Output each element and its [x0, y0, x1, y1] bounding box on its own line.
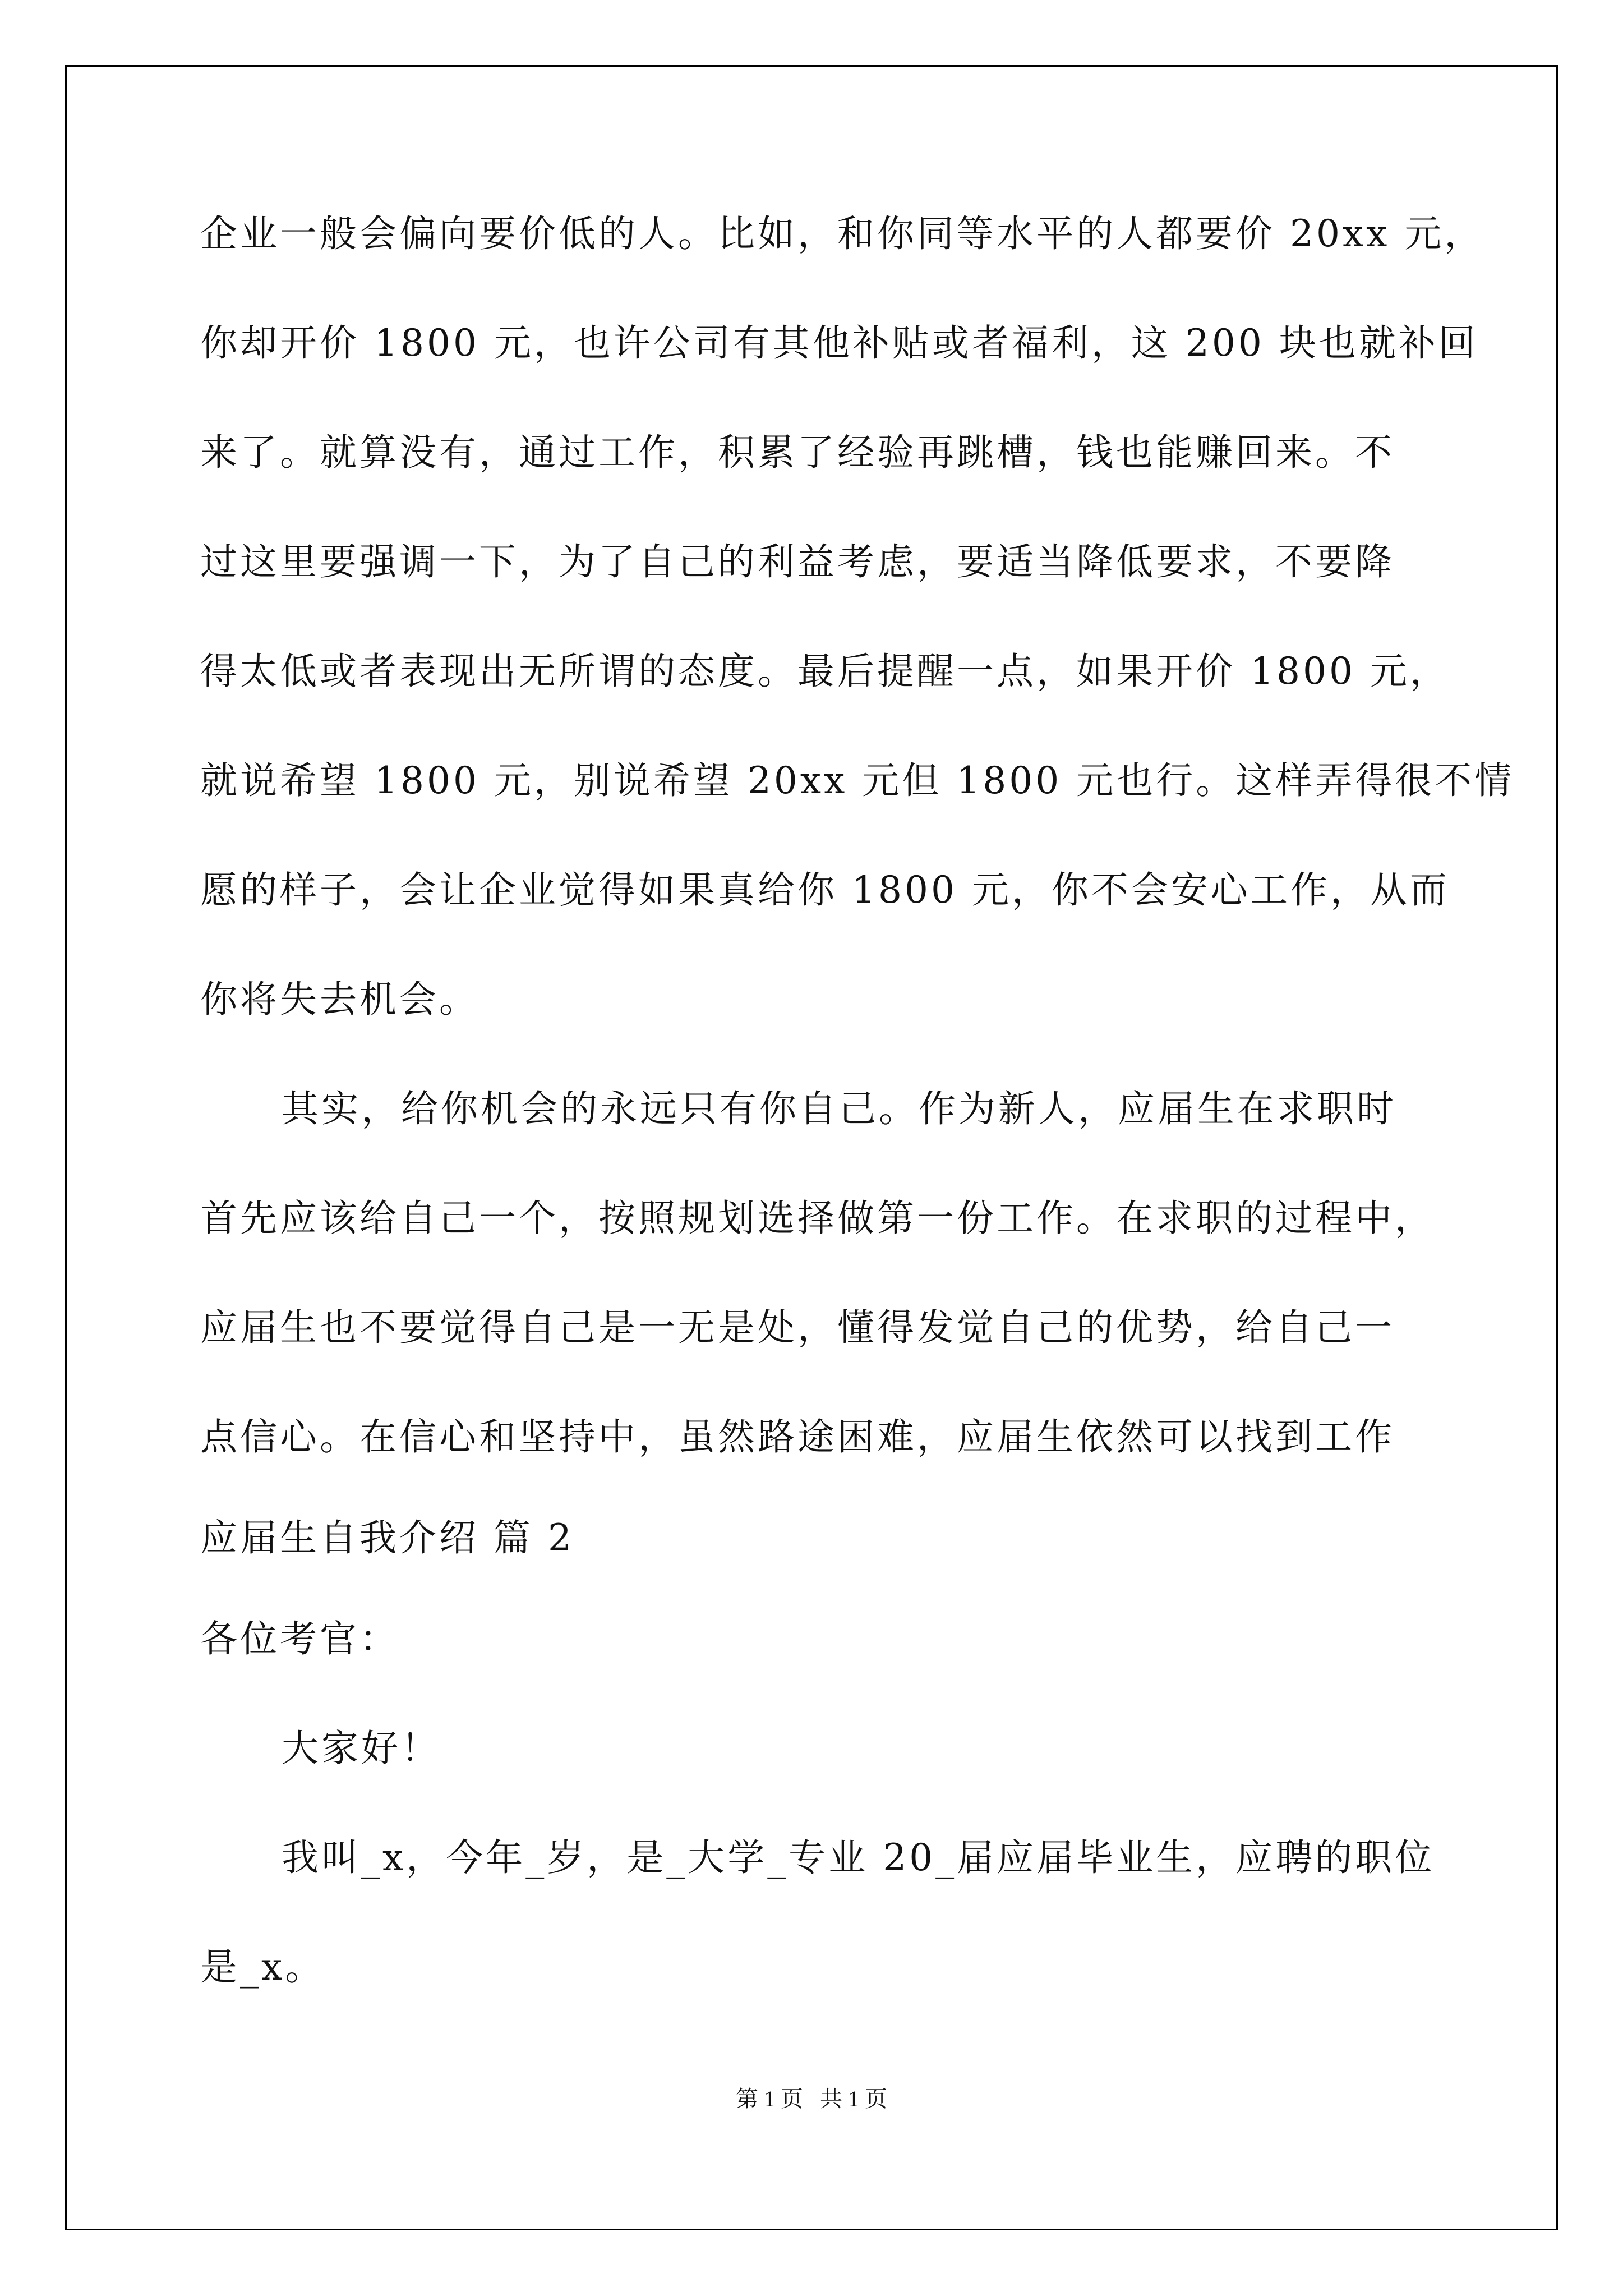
salutation: 各位考官：: [200, 1617, 399, 1660]
paragraph-line: 来了。就算没有，通过工作，积累了经验再跳槽，钱也能赚回来。不: [200, 431, 1395, 474]
paragraph-line: 就说希望 1800 元，别说希望 20xx 元但 1800 元也行。这样弄得很不情: [200, 759, 1515, 802]
paragraph-line: 首先应该给自己一个，按照规划选择做第一份工作。在求职的过程中，: [200, 1197, 1435, 1240]
paragraph-line: 过这里要强调一下，为了自己的利益考虑，要适当降低要求，不要降: [200, 540, 1395, 583]
paragraph-line: 愿的样子，会让企业觉得如果真给你 1800 元，你不会安心工作，从而: [200, 868, 1450, 912]
page-footer: 第 1 页 共 1 页: [736, 2086, 887, 2111]
paragraph-line: 点信心。在信心和坚持中，虽然路途困难，应届生依然可以找到工作: [200, 1415, 1395, 1458]
paragraph-line: 是_x。: [200, 1945, 325, 1989]
paragraph-line: 其实，给你机会的永远只有你自己。作为新人，应届生在求职时: [282, 1087, 1396, 1130]
paragraph-line: 应届生也不要觉得自己是一无是处，懂得发觉自己的优势，给自己一: [200, 1306, 1395, 1349]
paragraph-line: 企业一般会偏向要价低的人。比如，和你同等水平的人都要价 20xx 元，: [200, 212, 1484, 255]
paragraph-line: 我叫_x，今年_岁，是_大学_专业 20_届应届毕业生，应聘的职位: [282, 1836, 1435, 1879]
greeting: 大家好！: [282, 1727, 441, 1770]
paragraph-line: 你却开价 1800 元，也许公司有其他补贴或者福利，这 200 块也就补回: [200, 321, 1478, 365]
paragraph-line: 你将失去机会。: [200, 978, 479, 1021]
section-heading: 应届生自我介绍 篇 2: [200, 1516, 574, 1559]
paragraph-line: 得太低或者表现出无所谓的态度。最后提醒一点，如果开价 1800 元，: [200, 650, 1450, 693]
